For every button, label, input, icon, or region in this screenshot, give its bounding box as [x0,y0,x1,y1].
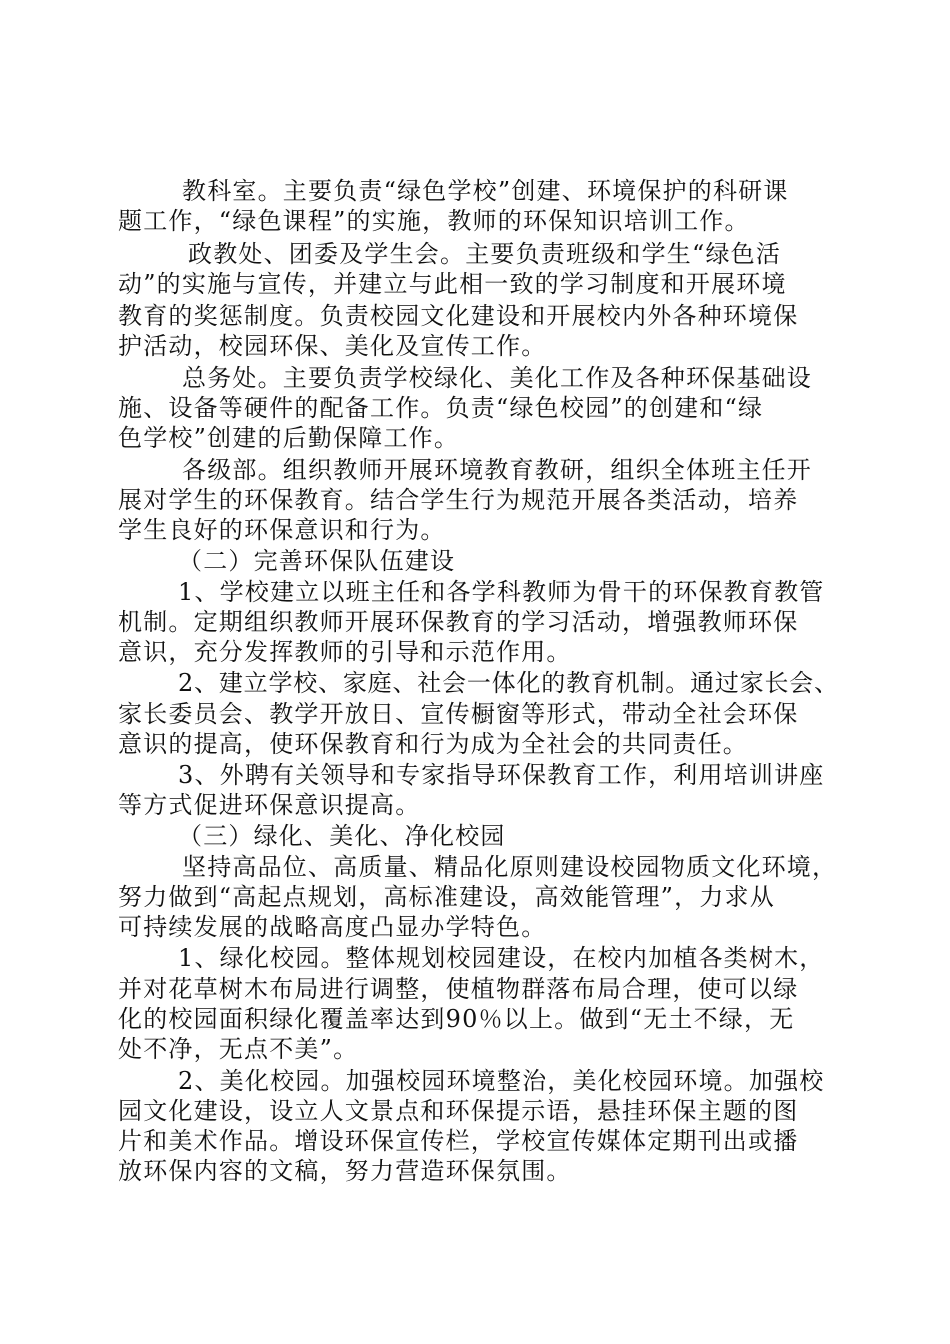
text-line: 1、学校建立以班主任和各学科教师为骨干的环保教育教管 [178,578,825,606]
text-line: 机制。定期组织教师开展环保教育的学习活动，增强教师环保 [118,608,799,636]
text-line: 意识的提高，使环保教育和行为成为全社会的共同责任。 [118,730,748,758]
text-line: 2、美化校园。加强校园环境整治，美化校园环境。加强校 [178,1067,825,1095]
section-heading: （三）绿化、美化、净化校园 [178,822,506,850]
text-line: 教育的奖惩制度。负责校园文化建设和开展校内外各种环境保 [118,302,799,330]
text-line: 动”的实施与宣传，并建立与此相一致的学习制度和开展环境 [118,270,787,298]
text-line: 护活动，校园环保、美化及宣传工作。 [118,332,547,360]
section-heading: （二）完善环保队伍建设 [178,547,456,575]
text-line: 可持续发展的战略高度凸显办学特色。 [118,913,547,941]
text-line: 教科室。主要负责“绿色学校”创建、环境保护的科研课 [182,177,789,205]
text-line: 展对学生的环保教育。结合学生行为规范开展各类活动，培养 [118,486,799,514]
text-line: 各级部。组织教师开展环境教育教研，组织全体班主任开 [182,456,812,484]
text-line: 1、绿化校园。整体规划校园建设，在校内加植各类树木， [178,944,825,972]
text-line: 意识，充分发挥教师的引导和示范作用。 [118,638,572,666]
text-line: 努力做到“高起点规划，高标准建设，高效能管理”，力求从 [118,883,775,911]
text-line: 化的校园面积绿化覆盖率达到90％以上。做到“无土不绿，无 [118,1005,795,1033]
text-line: 坚持高品位、高质量、精品化原则建设校园物质文化环境， [182,853,838,881]
text-line: 色学校”创建的后勤保障工作。 [118,424,460,452]
text-line: 并对花草树木布局进行调整，使植物群落布局合理，使可以绿 [118,975,799,1003]
text-line: 3、外聘有关领导和专家指导环保教育工作，利用培训讲座 [178,761,825,789]
text-line: 总务处。主要负责学校绿化、美化工作及各种环保基础设 [182,364,812,392]
text-line: 处不净，无点不美”。 [118,1035,359,1063]
text-line: 家长委员会、教学开放日、宣传橱窗等形式，带动全社会环保 [118,700,799,728]
text-line: 园文化建设，设立人文景点和环保提示语，悬挂环保主题的图 [118,1097,799,1125]
text-line: 学生良好的环保意识和行为。 [118,516,446,544]
text-line: 放环保内容的文稿，努力营造环保氛围。 [118,1157,572,1185]
text-line: 施、设备等硬件的配备工作。负责“绿色校园”的创建和“绿 [118,394,764,422]
text-line: 等方式促进环保意识提高。 [118,791,421,819]
text-line: 片和美术作品。增设环保宣传栏，学校宣传媒体定期刊出或播 [118,1127,799,1155]
text-line: 政教处、团委及学生会。主要负责班级和学生“绿色活 [188,240,782,268]
text-line: 题工作，“绿色课程”的实施，教师的环保知识培训工作。 [118,207,750,235]
text-line: 2、建立学校、家庭、社会一体化的教育机制。通过家长会、 [178,669,839,697]
